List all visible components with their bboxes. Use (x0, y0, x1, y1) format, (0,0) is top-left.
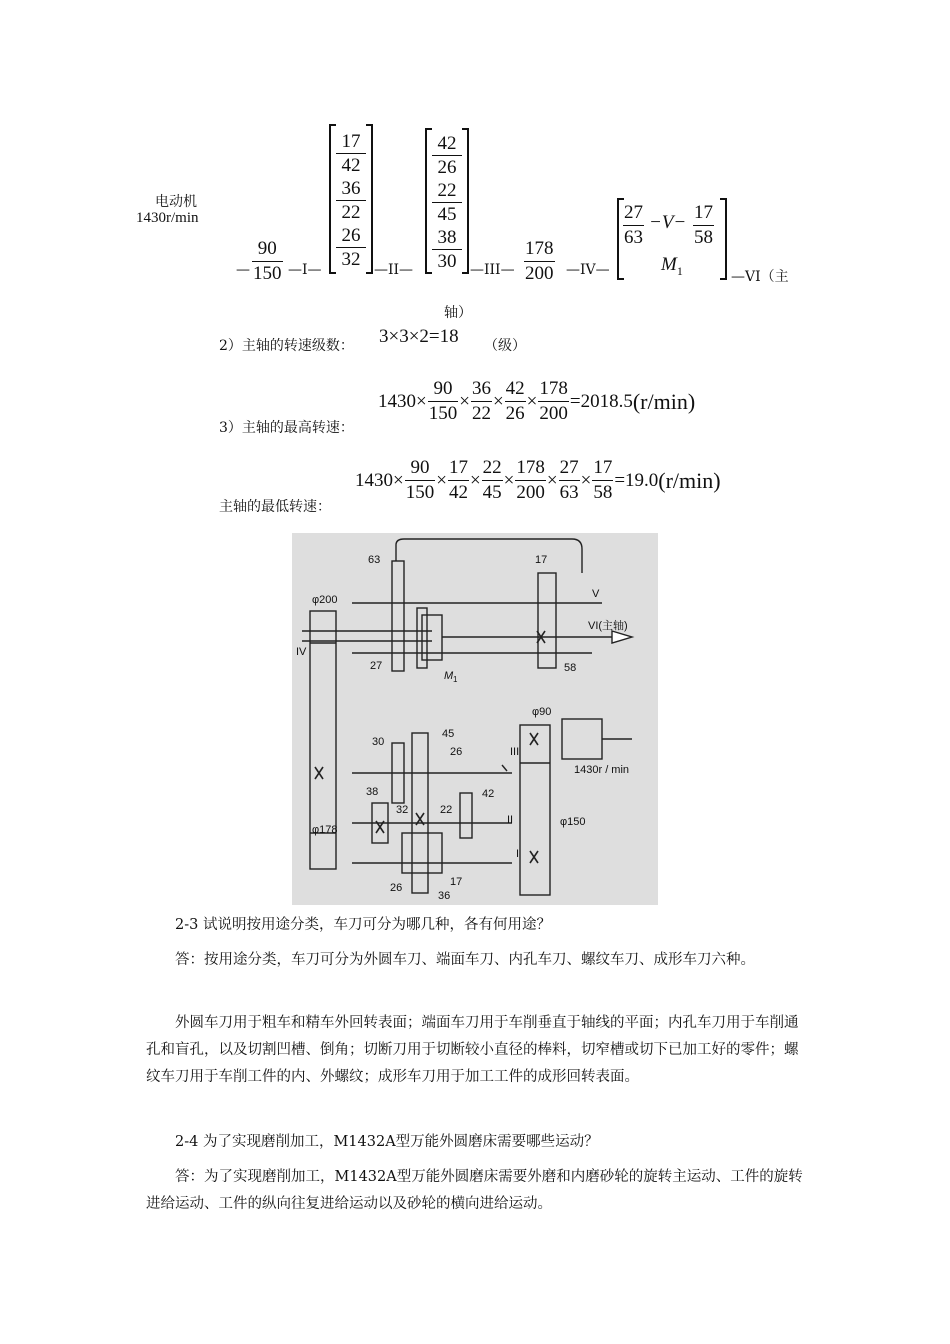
svg-text:22: 22 (440, 804, 453, 816)
svg-text:30: 30 (372, 736, 385, 748)
svg-text:26: 26 (390, 882, 403, 894)
svg-text:φ200: φ200 (312, 594, 338, 606)
motor-label: 电动机 (155, 194, 197, 210)
svg-text:63: 63 (368, 554, 381, 566)
step4-equation: 1430 × $\frac{90}{150}$ × $\frac{17}{42}$ × $\frac{22}{45}$ × $\frac{178}{200}$ × $\frac{27}{63}$ × $\frac{17}{58}$ =19.0 (r/min) (355, 457, 721, 503)
svg-text:III: III (510, 746, 520, 758)
svg-text:1: 1 (453, 675, 458, 684)
svg-text:36: 36 (438, 890, 451, 902)
gear-matrix-1: 17 42 36 22 26 32 (329, 124, 373, 274)
answer-2-4: 答：为了实现磨削加工，M1432A型万能外圆磨床需要外磨和内磨砂轮的旋转主运动、工件的旋转进给运动、工件的纵向往复进给运动以及砂轮的横向进给运动。 (146, 1169, 803, 1212)
question-2-4: 2-4 为了实现磨削加工，M1432A型万能外圆磨床需要哪些运动？ (175, 1134, 599, 1150)
spindle-label-2: 轴） (444, 305, 472, 321)
gear-matrix-2: 42 26 22 45 38 30 (425, 128, 469, 274)
fraction-90-150: 90 150 (253, 238, 282, 284)
shaft-II-label: —II— (374, 262, 414, 278)
svg-text:VI(主轴): VI(主轴) (588, 620, 628, 632)
gear-matrix-3: 27 63 −V− 17 58 $M_1$ (617, 198, 727, 280)
answer-2-3-detail: 外圆车刀用于粗车和精车外回转表面；端面车刀用于车削垂直于轴线的平面；内孔车刀用于车削通孔和盲孔，以及切割凹槽、倒角；切断刀用于切断较小直径的棒料，切窄槽或切下已加工好的零件；螺纹车刀用于车削工件的内、外螺纹；成形车刀用于加工工件的成形回转表面。 (146, 1015, 799, 1085)
svg-text:42: 42 (482, 788, 495, 800)
step2-label: 2）主轴的转速级数： (219, 338, 354, 354)
spindle-label: —VI（主 (731, 269, 789, 285)
svg-text:V: V (592, 588, 600, 600)
motor-speed: 1430r/min (136, 210, 199, 226)
fraction-178-200: 178 200 (525, 238, 554, 284)
transmission-diagram (292, 533, 658, 905)
svg-text:I: I (516, 848, 520, 860)
svg-text:M: M (444, 670, 454, 682)
svg-text:1430r / min: 1430r / min (574, 764, 630, 776)
svg-text:27: 27 (370, 660, 383, 672)
svg-text:26: 26 (450, 746, 463, 758)
step4-label: 主轴的最低转速： (219, 499, 331, 515)
svg-text:φ150: φ150 (560, 816, 586, 828)
step2-equation: 3×3×2=18 (379, 326, 459, 347)
answer-2-3: 答：按用途分类，车刀可分为外圆车刀、端面车刀、内孔车刀、螺纹车刀、成形车刀六种。 (175, 952, 755, 968)
svg-text:38: 38 (366, 786, 379, 798)
svg-text:17: 17 (535, 554, 548, 566)
shaft-I-label: —I— (288, 262, 322, 278)
shaft-III-label: —III— (470, 262, 515, 278)
svg-text:17: 17 (450, 876, 463, 888)
svg-text:32: 32 (396, 804, 409, 816)
step3-equation: 1430 × $\frac{90}{150}$ × $\frac{36}{22}$ × $\frac{42}{26}$ × $\frac{178}{200}$ =2018.5 (r/min) (378, 378, 696, 424)
step2-unit: （级） (484, 338, 526, 354)
shaft-IV-label: —IV— (566, 262, 610, 278)
chain-lead: — (236, 262, 250, 278)
step3-label: 3）主轴的最高转速： (219, 420, 354, 436)
svg-text:IV: IV (296, 646, 307, 658)
svg-text:φ178: φ178 (312, 824, 338, 836)
question-2-3: 2-3 试说明按用途分类，车刀可分为哪几种，各有何用途？ (175, 917, 551, 933)
svg-text:II: II (507, 814, 514, 826)
svg-text:58: 58 (564, 662, 577, 674)
svg-text:45: 45 (442, 728, 455, 740)
clutch-m1: M (661, 254, 677, 275)
svg-text:φ90: φ90 (532, 706, 552, 718)
